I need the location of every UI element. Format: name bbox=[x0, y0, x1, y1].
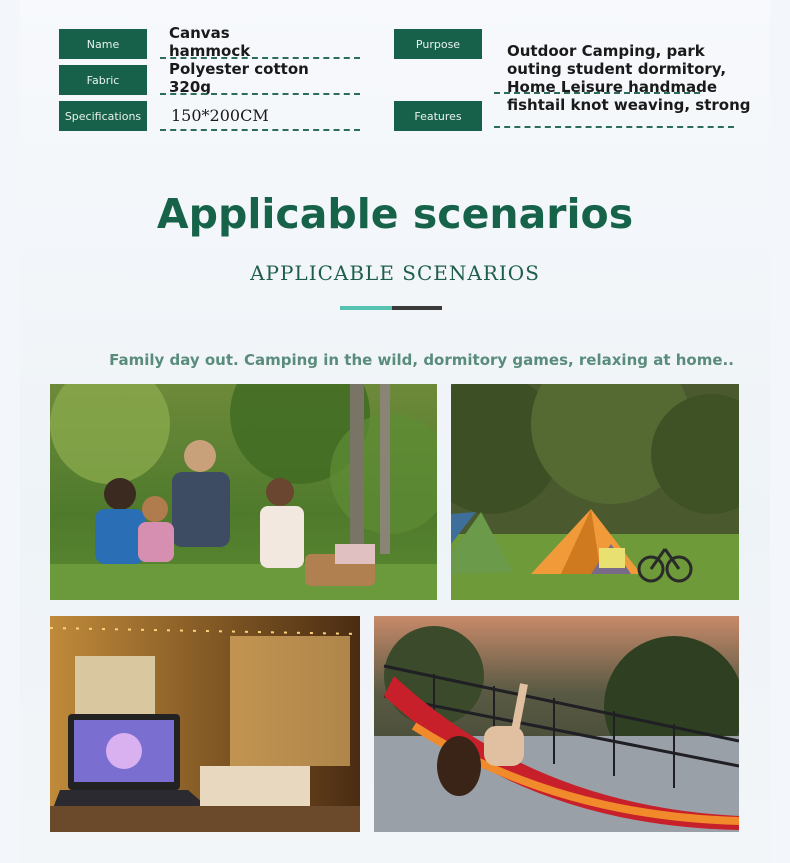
purpose-divider bbox=[494, 92, 700, 94]
balcony-hammock-photo bbox=[374, 616, 739, 832]
features-divider bbox=[494, 126, 734, 128]
family-picnic-photo bbox=[50, 384, 437, 600]
fabric-value-line2: 320g bbox=[169, 78, 212, 96]
accent-bar-dark bbox=[392, 306, 442, 310]
specifications-value: 150*200CM bbox=[171, 106, 269, 125]
name-value bbox=[169, 24, 250, 60]
fabric-divider bbox=[160, 93, 360, 95]
purpose-value-line2: outing student dormitory, bbox=[507, 60, 727, 78]
section-caption: Family day out. Camping in the wild, dormitory games, relaxing at home.. bbox=[109, 351, 734, 369]
camping-tents-photo bbox=[451, 384, 739, 600]
name-label: Name bbox=[59, 29, 147, 59]
section-title: Applicable scenarios bbox=[156, 190, 634, 238]
name-divider bbox=[160, 57, 360, 59]
specifications-divider bbox=[160, 129, 360, 131]
name-value-line1: Canvas bbox=[169, 24, 230, 42]
fabric-value bbox=[169, 60, 309, 96]
fabric-value-line1: Polyester cotton bbox=[169, 60, 309, 78]
purpose-value-line3: Home Leisure handmade bbox=[507, 78, 718, 96]
name-value-line2: hammock bbox=[169, 42, 251, 60]
purpose-value bbox=[507, 42, 726, 96]
section-subtitle: APPLICABLE SCENARIOS bbox=[250, 261, 540, 285]
features-label: Features bbox=[394, 101, 482, 131]
purpose-label: Purpose bbox=[394, 29, 482, 59]
features-value: fishtail knot weaving, strong bbox=[507, 96, 751, 114]
accent-bar-teal bbox=[340, 306, 392, 310]
specifications-label: Specifications bbox=[59, 101, 147, 131]
fabric-label: Fabric bbox=[59, 65, 147, 95]
purpose-value-line1: Outdoor Camping, park bbox=[507, 42, 705, 60]
dormitory-desk-photo bbox=[50, 616, 360, 832]
